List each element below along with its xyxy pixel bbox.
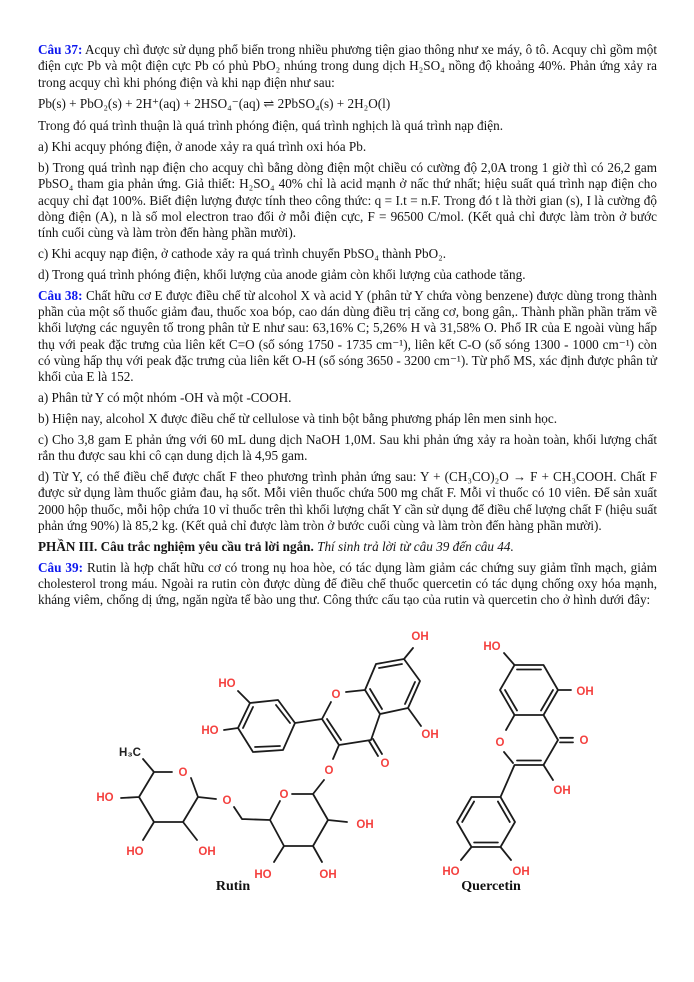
question-37-statement-a: a) Khi acquy phóng điện, ở anode xảy ra quá trình oxi hóa Pb. bbox=[38, 139, 367, 155]
quercetin-ho-label: HO bbox=[483, 641, 501, 653]
quercetin-bonds bbox=[457, 653, 571, 860]
question-38-text: Chất hữu cơ E được điều chế từ alcohol X và acid Y (phân tử Y chứa vòng benzene) được dùng trong thành phần của một số thuốc giảm đau, thuốc xoa bóp, cao dán dùng điều trị căng cơ, bong gân,. Thành phần phần trăm về khối lượng các nguyên tố trong phân tử E như sau: 63,16% C; 5,26% H và 31,58% O. Phổ IR của E ngoài vùng hấp thụ với peak đặc trưng của liên kết C=O (số sóng 1750 - 1735 cm⁻¹), liên kết C-O (số sóng 1300 - 1000 cm⁻¹) còn có vùng hấp thụ với peak đặc trưng của liên kết O-H (số sóng 3650 - 3200 cm⁻¹). Từ phổ MS, xác định được phân tử khối của E là 152. bbox=[38, 287, 658, 385]
quercetin-double-bonds bbox=[462, 670, 573, 843]
quercetin-carbonyl-o-label: O bbox=[579, 735, 589, 747]
rutin-oh-label: OH bbox=[411, 631, 429, 643]
part-3-instruction: Thí sinh trả lời từ câu 39 đến câu 44. bbox=[317, 538, 514, 554]
question-39-intro bbox=[38, 560, 657, 609]
question-37-statement-d: d) Trong quá trình phóng điện, khối lượng của anode giảm còn khối lượng của cathode tăng. bbox=[38, 266, 526, 282]
question-38-intro bbox=[38, 288, 657, 386]
question-38-number: Câu 38: bbox=[38, 287, 83, 303]
rutin-methyl-label: H₃C bbox=[119, 747, 141, 759]
rutin-glycosidic-o-label: O bbox=[324, 765, 334, 777]
question-37-intro bbox=[38, 42, 657, 91]
quercetin-oh-label: OH bbox=[576, 686, 594, 698]
question-37-number: Câu 37: bbox=[38, 42, 83, 57]
quercetin-oh-label: OH bbox=[512, 866, 530, 878]
rutin-ring-o-label: O bbox=[178, 767, 188, 779]
rutin-oh-label: OH bbox=[319, 869, 337, 881]
question-37-equation bbox=[38, 96, 657, 112]
quercetin-name-label: Quercetin bbox=[461, 879, 521, 894]
rutin-oh-label: OH bbox=[356, 819, 374, 831]
part-3-title: PHẦN III. Câu trắc nghiệm yêu cầu trả lời ngắn. bbox=[38, 538, 314, 554]
rutin-ring-o-label: O bbox=[279, 789, 289, 801]
quercetin-structure bbox=[442, 641, 593, 894]
question-38-statement-d: d) Từ Y, có thể điều chế được chất F theo phương trình phản ứng sau: Y + (CH₃CO)₂O → F + CH₃COOH. Chất F được sử dụng làm thuốc giảm đau, hạ sốt. Mỗi viên thuốc chứa 500 mg chất F. Mỗi vỉ thuốc có 10 viên. Để sản xuất 2000 hộp thuốc, mỗi hộp chứa 10 vỉ thuốc trên thì khối lượng chất Y cần sử dụng để điều chế lượng chất F (hiệu suất phản ứng 90%) là 85,2 kg. (Kết quả chỉ được làm tròn ở bước cuối cùng và làm tròn đến hàng phần mười). bbox=[38, 469, 657, 534]
quercetin-ho-label: HO bbox=[442, 866, 460, 878]
question-38-statement-b: b) Hiện nay, alcohol X được điều chế từ cellulose và tinh bột bằng phương pháp lên men sinh học. bbox=[38, 411, 558, 427]
rutin-ring-o-label: O bbox=[331, 689, 341, 701]
question-37-text: Acquy chì được sử dụng phổ biến trong nhiều phương tiện giao thông như xe máy, ô tô. Acquy chì gồm một điện cực Pb và một điện cực Pb có phủ PbO₂ nhúng trong dung dịch H₂SO₄ nồng độ khoảng 40%. Phản ứng xảy ra trong acquy chì khi phóng điện và khi nạp điện như sau: bbox=[38, 42, 658, 90]
question-38-statement-a: a) Phân tử Y có một nhóm -OH và một -COOH. bbox=[38, 390, 292, 406]
rutin-oh-label: OH bbox=[198, 846, 216, 858]
rutin-double-bonds bbox=[243, 664, 415, 756]
part-3-heading bbox=[38, 539, 657, 555]
question-39-text: Rutin là hợp chất hữu cơ có trong nụ hoa hòe, có tác dụng làm giảm các chứng suy giảm tĩnh mạch, giảm cholesterol trong máu. Ngoài ra rutin còn được dùng để điều chế thuốc quercetin có tác dụng chống oxy hóa mạnh, kháng viêm, chống dị ứng, ngăn ngừa tế bào ung thư. Công thức cấu tạo của rutin và quercetin cho ở hình dưới đây: bbox=[38, 559, 658, 608]
quercetin-ring-o-label: O bbox=[495, 737, 505, 749]
question-37-statement-b: b) Trong quá trình nạp điện cho acquy chì bằng dòng điện một chiều có cường độ 2,0A trong 1 giờ thì có 26,2 gam PbSO₄ tham gia phản ứng. Giả thiết: H₂SO₄ 40% chỉ là acid mạnh ở nấc thứ nhất; hiệu suất quá trình nạp điện cho acquy chỉ đạt 100%. Biết điện lượng được tính theo công thức: q = I.t = n.F. Trong đó t là thời gian (s), I là cường độ dòng điện (A), n là số mol electron trao đổi ở mỗi điện cực, F = 96500 C/mol. (Kết quả chỉ được làm tròn ở bước tính cuối cùng và làm tròn đến hàng phần mười). bbox=[38, 159, 657, 241]
rutin-ho-label: HO bbox=[201, 725, 219, 737]
rutin-name-label: Rutin bbox=[215, 879, 251, 894]
question-37-statement-c: c) Khi acquy nạp điện, ở cathode xảy ra quá trình chuyển PbSO₄ thành PbO₂. bbox=[38, 246, 447, 262]
chemical-equation: Pb(s) + PbO₂(s) + 2H⁺(aq) + 2HSO₄⁻(aq) ⇌ 2PbSO₄(s) + 2H₂O(l) bbox=[38, 95, 391, 111]
question-38-statement-c: c) Cho 3,8 gam E phản ứng với 60 mL dung dịch NaOH 1,0M. Sau khi phản ứng xảy ra hoàn toàn, khối lượng chất rắn thu được sau khi cô cạn dung dịch là 4,95 gam. bbox=[38, 431, 657, 464]
rutin-ho-label: HO bbox=[126, 846, 144, 858]
rutin-oh-label: OH bbox=[421, 729, 439, 741]
rutin-ho-label: HO bbox=[96, 792, 114, 804]
rutin-ho-label: HO bbox=[254, 869, 272, 881]
quercetin-oh-label: OH bbox=[553, 785, 571, 797]
rutin-carbonyl-o-label: O bbox=[380, 758, 390, 770]
question-39-number: Câu 39: bbox=[38, 559, 83, 575]
document-text-column bbox=[38, 42, 657, 613]
question-37-note: Trong đó quá trình thuận là quá trình phóng điện, quá trình nghịch là quá trình nạp điện. bbox=[38, 118, 504, 134]
rutin-structure bbox=[96, 631, 438, 894]
rutin-bonds bbox=[121, 648, 421, 862]
rutin-glycosidic-o-label: O bbox=[222, 795, 232, 807]
rutin-ho-label: HO bbox=[218, 678, 236, 690]
